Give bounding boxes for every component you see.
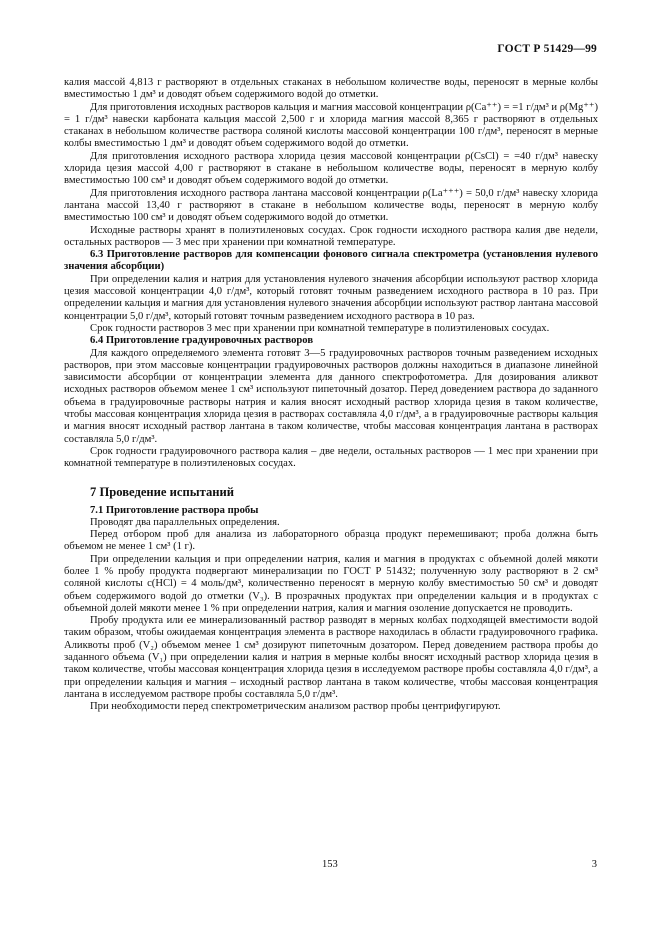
section-heading-6-4: 6.4 Приготовление градуировочных растворов (90, 335, 314, 347)
page-number-right: 3 (591, 859, 597, 870)
paragraph: Для приготовления исходных растворов кальция и магния массовой концентрации ρ(Ca⁺⁺) = =1 г/дм³ и ρ(Mg⁺⁺) = 1 г/дм³ навески карбоната кальция массой 2,500 г и хлорида магния массой 8,365 г растворяют в отдельных стаканах в небольшом количестве раствора соляной кислоты массовой концентрации 100 г/дм³, переносят в мерные колбы вместимостью 1 дм³ и доводят объем содержимого водой до отметки. (64, 101, 598, 150)
paragraph: Перед отбором проб для анализа из лабораторного образца продукт перемешивают; проба должна быть объемом не менее 1 см³ (1 г). (64, 529, 598, 553)
section-heading-7-1: 7.1 Приготовление раствора пробы (90, 504, 259, 516)
page-number-center: 153 (322, 859, 338, 870)
document-body (64, 77, 598, 714)
section-heading-6-3: 6.3 Приготовление растворов для компенсации фонового сигнала спектрометра (установления нулевого значения абсорбции) (64, 249, 598, 273)
paragraph: калия массой 4,813 г растворяют в отдельных стаканах в небольшом количестве воды, переносят в мерные колбы вместимостью 1 дм³ и доводят объем содержимого водой до отметки. (64, 77, 598, 101)
paragraph: При определении калия и натрия для установления нулевого значения абсорбции используют раствор хлорида цезия массовой концентрации 4,0 г/дм³, который готовят точным разведением исходного раствора в 10 раз. При определении кальция и магния для установления нулевого значения абсорбции используют раствор лантана массовой концентрации 5,0 г/дм³, который готовят точным разведением исходного раствора в 10 раз. (64, 273, 598, 322)
standard-header: ГОСТ Р 51429—99 (497, 43, 597, 55)
paragraph: Для каждого определяемого элемента готовят 3—5 градуировочных растворов точным разведением исходных растворов, при этом массовые концентрации градуировочных растворов должны находиться в диапазоне линейной зависимости абсорбции от концентрации элемента для данного спектрофотометра. Для дозирования аликвот исходных растворов объемом менее 1 см³ используют пипеточный дозатор. Перед доведением раствора до заданного объема в градуировочные растворы натрия и калия вносят исходный раствор хлорида цезия в таком количестве, чтобы массовая концентрация хлорида цезия в растворах составляла 4,0 г/дм³, а в градуировочные растворы кальция и магния вносят исходный раствор лантана в таком количестве, чтобы массовая концентрация лантана в растворах составляла 5,0 г/дм³. (64, 347, 598, 445)
paragraph: Срок годности градуировочного раствора калия – две недели, остальных растворов — 1 мес при хранении при комнатной температуре в полиэтиленовых сосудах. (64, 445, 598, 470)
paragraph: Срок годности растворов 3 мес при хранении при комнатной температуре в полиэтиленовых сосудах. (90, 322, 550, 334)
paragraph: Для приготовления исходного раствора хлорида цезия массовой концентрации ρ(CsCl) = =40 г/дм³ навеску хлорида цезия массой 4,00 г растворяют в стакане в небольшом количестве воды, переносят в мерную колбу вместимостью 100 см³ и доводят объем содержимого водой до отметки. (64, 150, 598, 187)
paragraph: Проводят два параллельных определения. (90, 516, 280, 528)
section-heading-7: 7 Проведение испытаний (90, 484, 235, 499)
paragraph: При необходимости перед спектрометрическим анализом раствор пробы центрифугируют. (90, 701, 501, 713)
paragraph: Исходные растворы хранят в полиэтиленовых сосудах. Срок годности исходного раствора калия две недели, остальных растворов — 3 мес при хранении при комнатной температуре. (64, 224, 598, 248)
paragraph: Для приготовления исходного раствора лантана массовой концентрации ρ(La⁺⁺⁺) = 50,0 г/дм³ навеску хлорида лантана массой 13,40 г растворяют в стакане в небольшом количестве воды, переносят в мерную колбу вместимостью 100 см³ и доводят объем содержимого водой до отметки. (64, 187, 598, 224)
paragraph: Пробу продукта или ее минерализованный раствор разводят в мерных колбах подходящей вместимости водой таким образом, чтобы ожидаемая концентрация элемента в растворе находилась в области градуировочного графика. Аликвоты проб (V₂) объемом менее 1 см³ дозируют пипеточным дозатором. Перед доведением раствора пробы до заданного объема (V₁) при определении калия и натрия в мерные колбы вносят исходный раствор хлорида цезия в таком количестве, чтобы массовая концентрация хлорида цезия в исследуемом растворе пробы составляла 4,0 г/дм³, а при определении кальция и магния – исходный раствор лантана в таком количестве, чтобы массовая концентрация лантана в исследуемом растворе пробы составляла 5,0 г/дм³. (64, 615, 598, 700)
paragraph: При определении кальция и при определении натрия, калия и магния в продуктах с объемной долей мякоти более 1 % пробу продукта подвергают минерализации по ГОСТ Р 51432; полученную золу растворяют в 2 см³ соляной кислоты c(HCl) = 4 моль/дм³, количественно переносят в мерную колбу вместимостью 50 см³ и доводят объем содержимого водой до отметки (V₃). В прозрачных продуктах при определении кальция и в продуктах с объемной долей мякоти менее 1 % при определении натрия, калия и магния озоление допускается не проводить. (64, 553, 598, 614)
